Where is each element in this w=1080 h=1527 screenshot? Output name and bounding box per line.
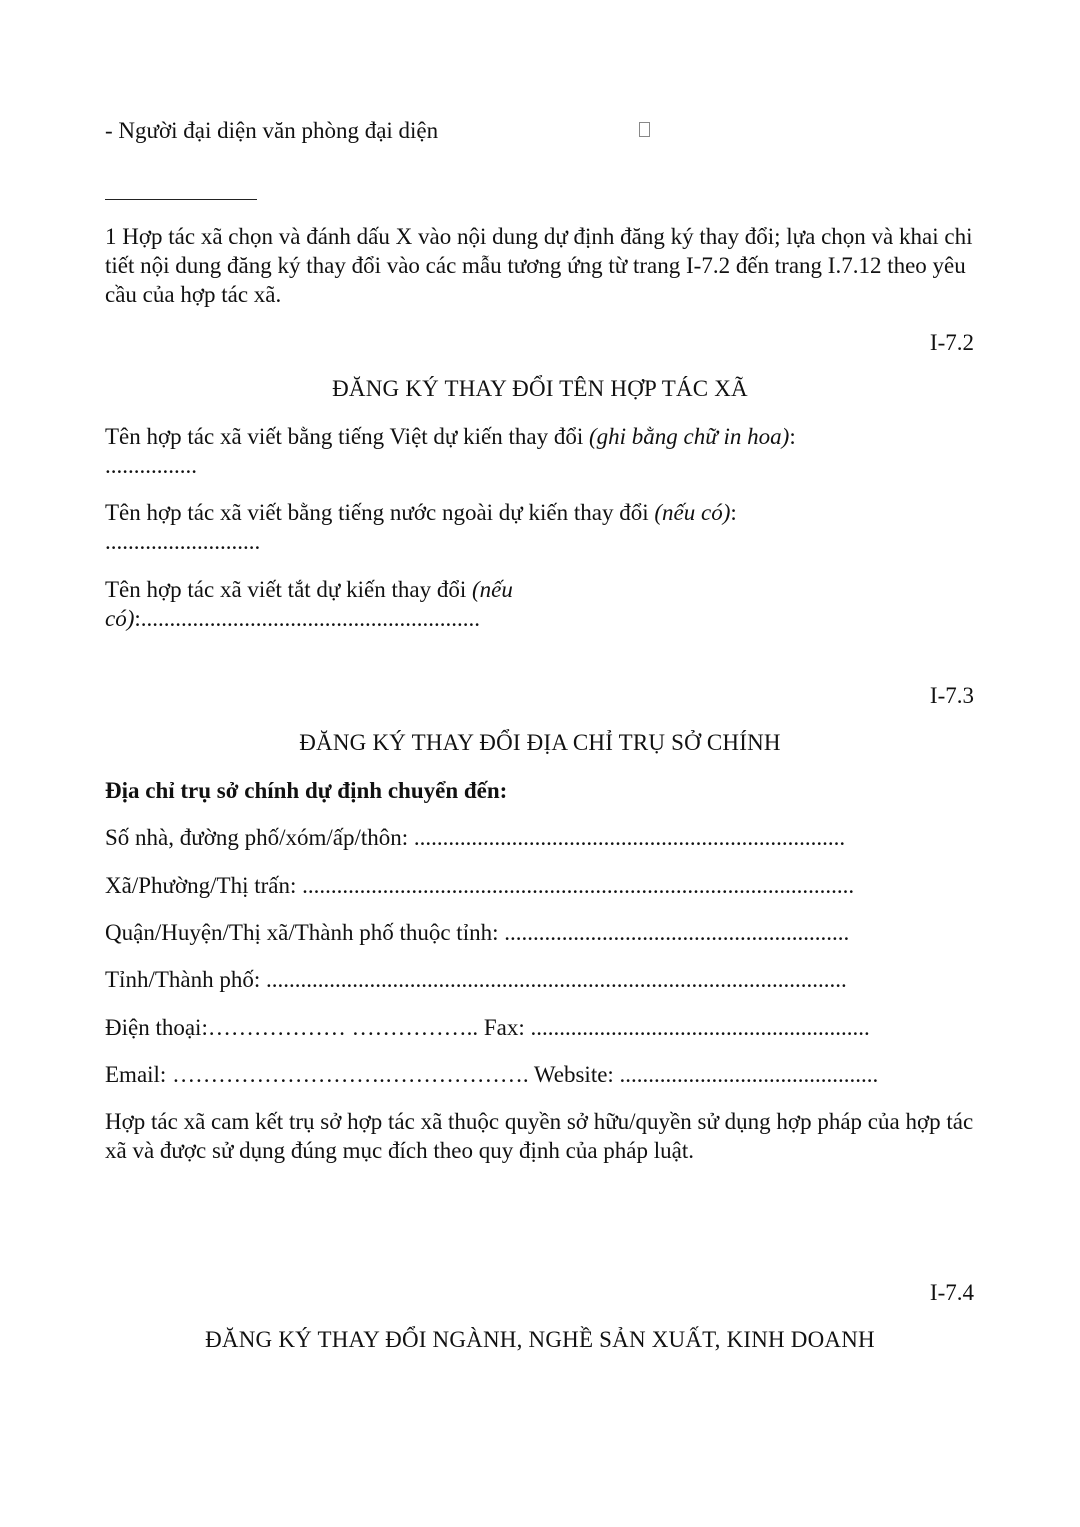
foreign-name-label: Tên hợp tác xã viết bằng tiếng nước ngoài dự kiến thay đổi [105,500,655,525]
headquarters-commitment: Hợp tác xã cam kết trụ sở hợp tác xã thuộc quyền sở hữu/quyền sử dụng hợp pháp của hợp tác xã và được sử dụng đúng mục đích theo quy định của pháp luật. [105,1109,974,1163]
section-code-business-change: I-7.4 [929,1280,974,1305]
representative-office-checkbox[interactable] [639,122,650,137]
short-name-note: (nếu có) [105,577,513,631]
footnote-divider [105,199,257,200]
foreign-name-value: : ........................... [105,500,737,554]
representative-office-option-label: - Người đại diện văn phòng đại diện [105,118,439,143]
section-title-business-change: ĐĂNG KÝ THAY ĐỔI NGÀNH, NGHỀ SẢN XUẤT, KINH DOANH [205,1327,875,1352]
email-website-field[interactable]: Email: ……………………….………………. Website: ............................................. [105,1062,879,1087]
province-field[interactable]: Tỉnh/Thành phố: ..................................................................................................... [105,967,847,992]
short-name-value: :........................................................... [134,606,481,631]
section-title-address-change: ĐĂNG KÝ THAY ĐỔI ĐỊA CHỈ TRỤ SỞ CHÍNH [299,730,781,755]
vietnamese-name-label: Tên hợp tác xã viết bằng tiếng Việt dự kiến thay đổi [105,424,589,449]
district-field[interactable]: Quận/Huyện/Thị xã/Thành phố thuộc tỉnh: ............................................................ [105,920,850,945]
footnote-text: 1 Hợp tác xã chọn và đánh dấu X vào nội dung dự định đăng ký thay đổi; lựa chọn và khai chi tiết nội dung đăng ký thay đổi vào các mẫu tương ứng từ trang I-7.2 đến trang I.7.12 theo yêu cầu của hợp tác xã. [105,224,973,307]
street-field[interactable]: Số nhà, đường phố/xóm/ấp/thôn: ........................................................................... [105,825,846,850]
phone-fax-field[interactable]: Điện thoại:……………… …………….. Fax: ........................................................... [105,1015,870,1040]
short-name-label: Tên hợp tác xã viết tắt dự kiến thay đổi [105,577,472,602]
short-name-field[interactable] [105,575,565,633]
foreign-name-note: (nếu có) [654,500,731,525]
ward-field[interactable]: Xã/Phường/Thị trấn: ................................................................................................ [105,873,855,898]
address-subheading: Địa chỉ trụ sở chính dự định chuyển đến: [105,778,508,803]
foreign-name-field[interactable] [105,498,770,556]
section-code-address-change: I-7.3 [929,683,974,708]
section-code-name-change: I-7.2 [929,330,974,355]
vietnamese-name-note: (ghi bằng chữ in hoa) [588,424,790,449]
section-title-name-change: ĐĂNG KÝ THAY ĐỔI TÊN HỢP TÁC XÃ [332,376,748,401]
vietnamese-name-field[interactable] [105,422,805,480]
vietnamese-name-value: : ................ [105,424,796,478]
